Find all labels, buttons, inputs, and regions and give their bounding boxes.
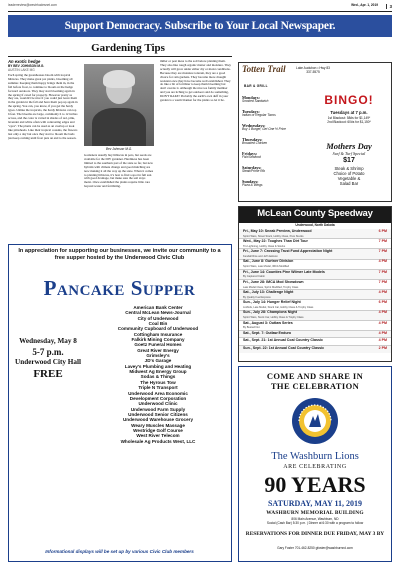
lions-club: The Washburn Lions [271,451,359,462]
masthead-strip [8,3,392,11]
race-item: Sat., July 13: Challenge Night 4 PM By Quality Fuel Express [239,290,391,300]
totten-logo [242,65,290,93]
totten-menu [242,95,304,200]
speedway-header [239,207,391,223]
sponsor-item: American Bank Center [133,305,183,310]
supper-day: Wednesday, May 8 [19,337,77,345]
lions-venue: WASHBURN MEMORIAL BUILDING [266,510,364,516]
article-byline: BY BEV JOHNSON M.G. [8,64,45,68]
photo-caption: Bev Johnson M.G. [105,147,133,151]
totten-name: Totten Trail [242,64,286,74]
sponsor-item: Central McLean News-Journal [125,310,191,316]
speedway-subtitle: Underwood, North Dakota [295,223,335,227]
sponsor-item: Underwood Farm Supply [130,406,186,412]
bingo-lines: 1st Blackout: 58#s for $1,149* 2nd Blackout: 60#s for $1,150* [327,116,371,124]
issue-date: Wed., Apr. 1, 2019 [351,3,378,7]
race-item: Sun., July 14: Hunger Relief Night 6 PM A-Mods, Late Model, Stock Car, Hobby Class & Trophy Class [239,300,391,310]
banner-text: Support Democracy. Subscribe to Your Local Newspaper. [64,20,336,32]
menu-day-sun: Sundays: Pizza & Wings [242,179,263,187]
author-photo [84,64,154,146]
lions-line-1: COME AND SHARE IN [266,371,364,381]
sponsor-item: Wholesale Ag Products West, LLC [120,438,196,444]
sponsor-item: West River Telecom [136,433,180,439]
menu-day-fri: Fridays: Fish/Seafood [242,151,261,159]
article-column-1: Each spring the greenhouses bloom with tropical hibiscus. They make great pot plants, blooming all summer. Keeping them happy brings them in, in the fall before frost, to continue to bloom on the hedge forward outdoors. They may start blooming again in the spring if cared for properly. However pretty as they are, wouldn't be nice if you could just leave them in the garden in the fall and have them pop up again in the spring. You can, you know, if you get the hardy types. Unlike the tropicals, the hardy hibiscus can top 6 feet. The blooms are large, commonly 6 to 12 inches across, and the color is varied in shades of red, pink, lavender and white often with contrasting edges and "eyes". The plants can be used as an overlap or look like pinwheels. Like their tropical cousins, the flowers last only a day but once they start to bloom the buds just keep coming until frost puts an end to the season. [8,74,78,140]
photo-shoulders [92,108,146,146]
race-item: Wed., May 22: Toughes Than Dirt Tour 7 PM Tru Lightning, Hobby Class & Stocks [239,239,391,249]
menu-day-tue: Tuesdays: Indian or Regular Tacos [242,109,276,117]
sponsor-item: Goetz Funeral Homes [134,342,182,348]
sponsor-item: Westridge Golf Course [133,427,183,433]
menu-day-thu: Thursdays: Broasted Chicken [242,137,268,145]
mothers-day-lines: Steak & Shrimp Choice of Potato Vegetable & Salad Bar [333,166,365,186]
race-item: Fri., June 14: Counties Pine Wilmer Late Models 7 PM By Captured Cabin [239,270,391,280]
race-item: Sun., Sept. 22: 1st Annual Coal Country Classic 2 PM [239,346,391,354]
speedway-schedule [239,229,391,353]
photo-hair [103,70,135,88]
sponsor-item: The Hyrous Tow [140,379,176,385]
race-item: Sat., June 8: Gurtner Division 4 PM Sprint Wars, Late Model, IMCA Modified [239,260,391,270]
race-item: Sat., August 3: Outlaw Series 4 PM By Busted Nut [239,321,391,331]
header-rule [8,11,392,12]
sponsor-item: Coal Bin [148,321,168,327]
supper-intro: In appreciation for supporting our businesses, we invite our community to a free supper hosted by the Underwood Civic Club [18,248,221,261]
sponsor-item: Underwood Senior Citizens [128,411,188,417]
speedway-ad [238,206,392,362]
supper-time: 5-7 p.m. [32,347,64,357]
sponsor-item: City of Underwood [137,315,179,321]
supper-footer: Informational displays will be set up by various Civic Club members [45,549,194,554]
sponsor-item: JD's Garage [144,358,172,364]
lions-reservations: RESERVATIONS FOR DINNER DUE FRIDAY, MAY 3 BY [245,531,385,537]
title-rule [8,56,232,57]
sponsor-item: Triple N Transport [138,385,178,391]
lions-details: 806 Main Avenue, Washburn, ND Social (Cash Bar) 5:30 p.m. | Dinner at 6:30 with a program to follow [266,517,364,525]
sponsor-item: Weary Muscles Massage [131,422,185,428]
sponsor-item: Underwood Warehouse Grocery [122,417,194,423]
sponsor-item: Cottingham Insurance [133,331,183,337]
lions-are-celebrating: ARE CELEBRATING [283,464,347,470]
mothers-day-title: Mothers Day [326,141,372,151]
article-title: Gardening Tips [91,42,165,54]
speedway-title: McLean County Speedway [257,208,373,219]
race-item: Sun., July 28: Champions Night 4 PM Sprint Wars, Stock Car, Hobby Class & Trophy Class [239,311,391,321]
race-item: Fri., May 10: Sneak Preview, Underwood 6 PM Sprint Wars, Street Stock, Hobby Class, Pure Stocks [239,229,391,239]
sponsor-item: Underwood Area Economic [128,390,188,396]
mothers-day-box [309,141,389,199]
mothers-day-sub: Surf & Turf Special [332,151,366,156]
lions-years: 90 YEARS [264,472,366,497]
totten-address: Lake Audubon • Hwy 83 337-5575 [296,66,330,74]
bingo-title: BINGO! [324,93,374,107]
bingo-time: Tuesdays at 7 p.m. [330,110,368,115]
sponsor-item: Underwood Clinic [138,401,178,407]
lions-line-2: THE CELEBRATION [270,381,360,391]
supper-place: Underwood City Hall [15,358,81,366]
article-kicker: An exotic hedge [8,59,41,64]
supper-free: FREE [33,368,63,380]
article-column-2: Gardeners usually buy hibiscus in pots, but seeds are available for the DIY gardener. Hardiness has been limited to the southern part of the state so far, but new hybrids with climate change and good mulching are now making it all the way up the state. When it comes to planting hibiscus, it's best to find a spot in full sun with good drainage, but make sure the soil stays moist. Once established the plants require little care beyond water and fertilizing. [84,154,154,189]
sponsor-item: Grimsley's [146,353,170,359]
sponsor-item: Lavey's Plumbing and Heating [124,363,192,369]
race-item: Sat., Sept. 21: 1st Annual Coal Country Classic 4 PM [239,338,391,346]
race-item: Fri., June 28: IMCA Mod Showdown 7 PM Late Model Class, Sprint Modified, Trophy Class [239,280,391,290]
pancake-supper-ad [8,244,232,562]
sponsor-item: Community Cupboard of Underwood [117,326,199,332]
menu-day-sat: Saturdays: Steak/Prime Rib [242,165,266,173]
race-item: Fri., June 7: Crossing Trust Fund Appreciation Night 7 PM Kendall Rice and Jeff Jackson [239,249,391,259]
lions-contact: Gary Foster 701-462-8250 gfoster@washburnnd.com [277,546,353,550]
totten-subtitle: BAR & GRILL [244,84,268,88]
article-column-3: miller or pest mess to the soil before planting them. They also like rough organic matter and moisture. They actually will grow under either dry or moist conditions. Because they are moisture tolerant, they are a good choice for rain gardens. They become more drought resistant once they have become well established. They do like a bit of fertilizer to keep them blooming but don't overdo it. Although the nice tea family member and you are itching to get outdoors and do something, DON'T RAKE! Probably the earth's own duff in your garden is a warm blanket for the plants so let it lie. [160,60,231,103]
lions-emblem-icon [291,397,339,445]
race-item: Sat., Sept. 7: Outlaw Enduro 4 PM [239,331,391,339]
sponsor-item: Midwest Ag Energy Group [129,369,187,375]
menu-day-mon: Mondays: Smoked Sandwich [242,95,269,103]
sponsor-list [87,305,229,544]
mothers-day-price: $17 [343,157,355,164]
sponsor-item: Great River Energy [137,347,179,353]
sponsor-item: Falkirk Mining Company [131,337,185,343]
supper-title: Pancake Supper [43,276,196,300]
lions-date: SATURDAY, MAY 11, 2019 [267,499,363,508]
sponsor-item: Development Corporation [129,395,187,401]
bingo-box [309,93,389,139]
supper-event-info [13,337,83,397]
page-number: 3 [386,4,392,9]
article-location: AUSTIN LAKE MG [8,68,35,72]
sponsor-item: Sodas & Things [140,374,176,380]
lions-ad [238,366,392,562]
support-banner [8,15,392,37]
menu-day-wed: Wednesdays: Buy 1 Burger, Get One ½ Price [242,123,286,131]
lions-logo [291,397,339,445]
site-address: leaderreview@westrhodesnet.com [8,3,57,7]
gardening-article [8,40,232,240]
totten-trail-ad [238,62,392,202]
